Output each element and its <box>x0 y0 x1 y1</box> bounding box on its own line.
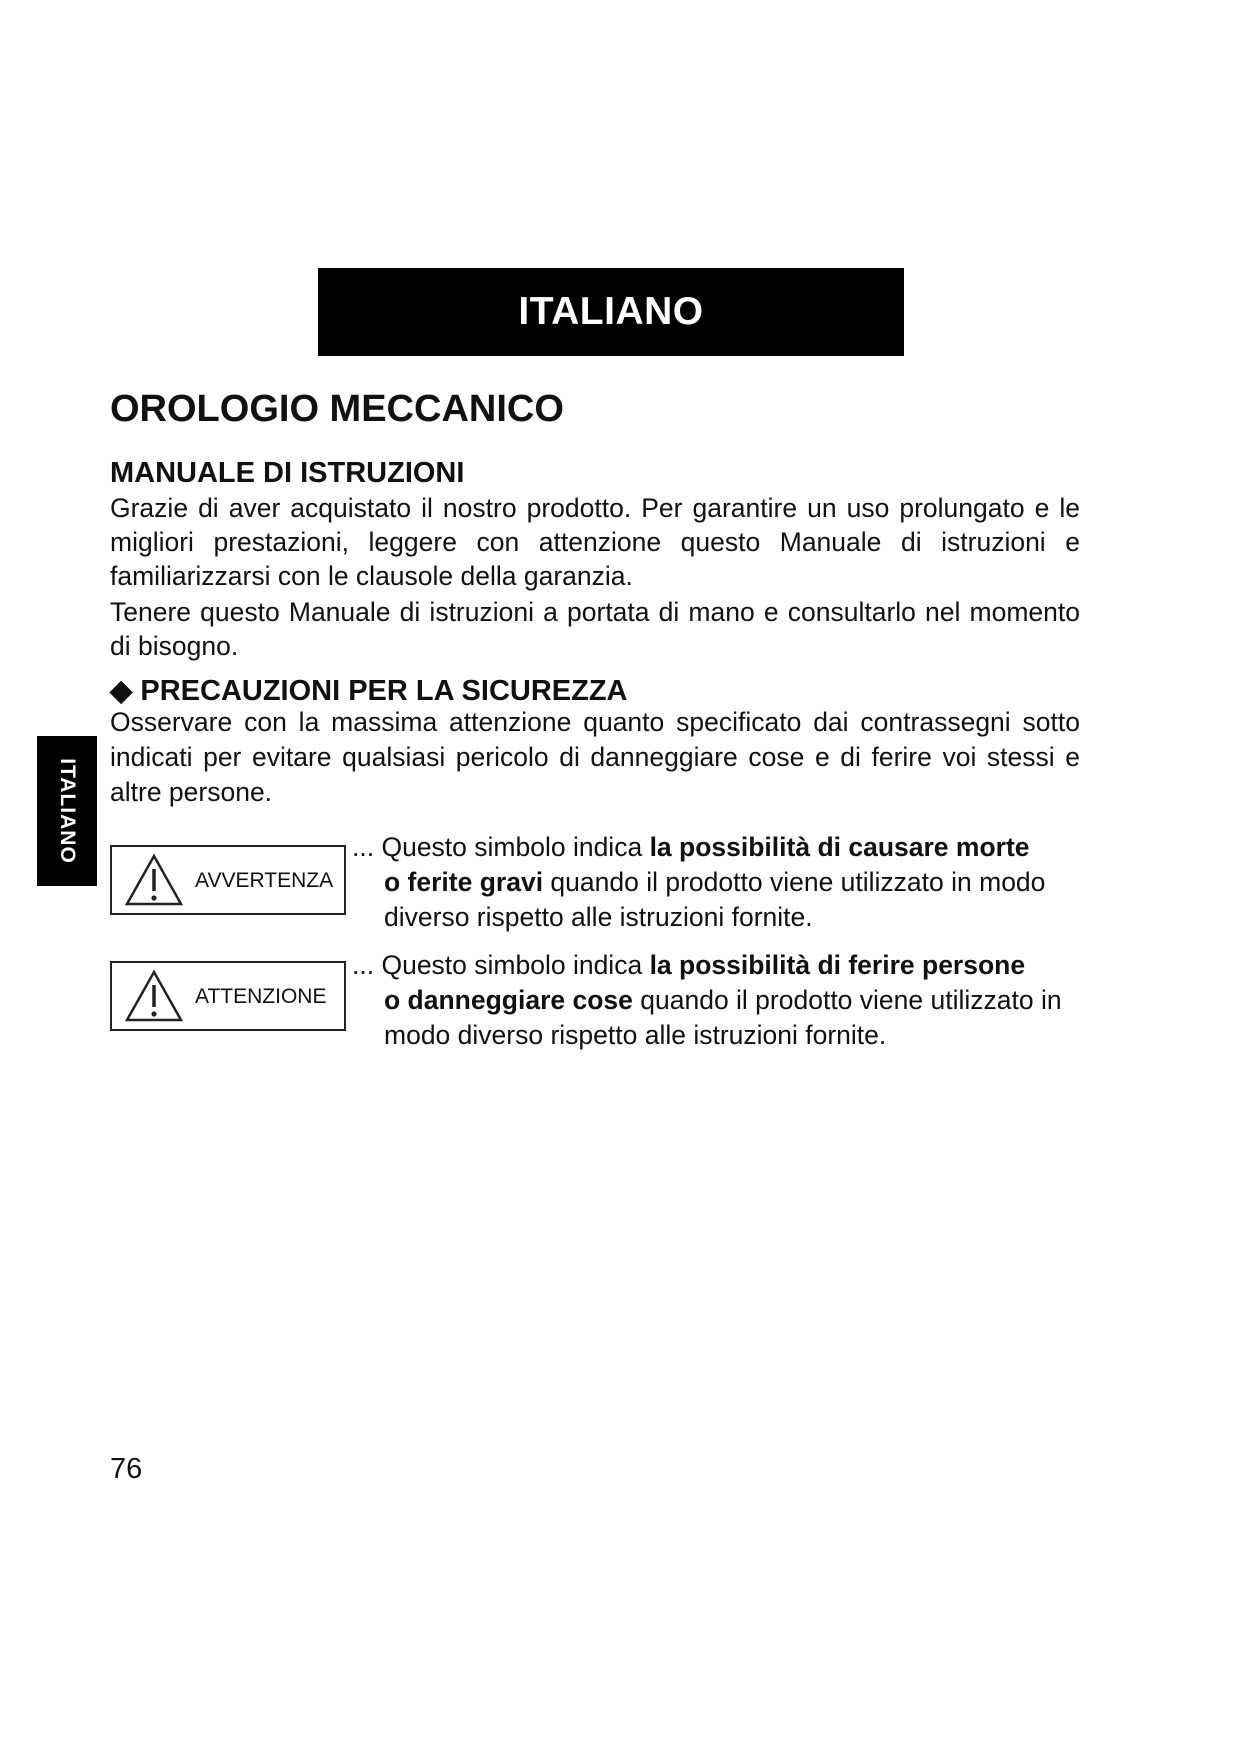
banner-label: ITALIANO <box>518 290 704 333</box>
warning-triangle-icon <box>124 853 184 907</box>
caution-dots: ... <box>352 950 375 980</box>
manual-subtitle: MANUALE DI ISTRUZIONI <box>110 457 465 489</box>
warning-label: AVVERTENZA <box>195 869 334 892</box>
warning-description <box>352 830 1082 935</box>
diamond-bullet-icon: ◆ <box>110 675 133 707</box>
safety-heading <box>110 673 627 708</box>
keep-manual-paragraph: Tenere questo Manuale di istruzioni a portata di mano e consultarlo nel momento di bisogno. <box>110 597 1080 661</box>
caution-label: ATTENZIONE <box>195 985 327 1008</box>
caution-text-bold2: o danneggiare cose <box>384 985 633 1015</box>
warning-text-bold2: o ferite gravi <box>384 867 544 897</box>
warning-text-bold1: la possibilità di causare morte <box>649 832 1030 862</box>
warning-text-pre: Questo simbolo indica <box>381 832 650 862</box>
language-banner <box>318 268 904 356</box>
caution-text-bold1: la possibilità di ferire persone <box>649 950 1026 980</box>
intro-paragraph: Grazie di aver acquistato il nostro prodotto. Per garantire un uso prolungato e le migliori prestazioni, leggere con attenzione questo Manuale di istruzioni e familiarizzarsi con le clausole della garanzia. <box>110 493 1080 591</box>
caution-triangle-icon <box>124 969 184 1023</box>
safety-heading-label: PRECAUZIONI PER LA SICUREZZA <box>140 675 628 707</box>
caution-description <box>352 948 1082 1053</box>
side-tab-label: ITALIANO <box>56 758 80 864</box>
page-number: 76 <box>110 1453 143 1485</box>
page-title: OROLOGIO MECCANICO <box>110 388 564 430</box>
safety-paragraph: Osservare con la massima attenzione quanto specificato dai contrassegni sotto indicati per evitare qualsiasi pericolo di danneggiare cose e di ferire voi stessi e altre persone. <box>110 707 1080 807</box>
caution-symbol-box <box>110 961 346 1031</box>
side-language-tab <box>37 736 97 886</box>
warning-symbol-box <box>110 845 346 915</box>
caution-text-pre: Questo simbolo indica <box>381 950 650 980</box>
caution-text-post: quando il prodotto viene utilizzato in modo diverso rispetto alle istruzioni fornite. <box>384 985 1062 1050</box>
warning-text-post: quando il prodotto viene utilizzato in modo diverso rispetto alle istruzioni fornite. <box>384 867 1046 932</box>
warning-dots: ... <box>352 832 375 862</box>
